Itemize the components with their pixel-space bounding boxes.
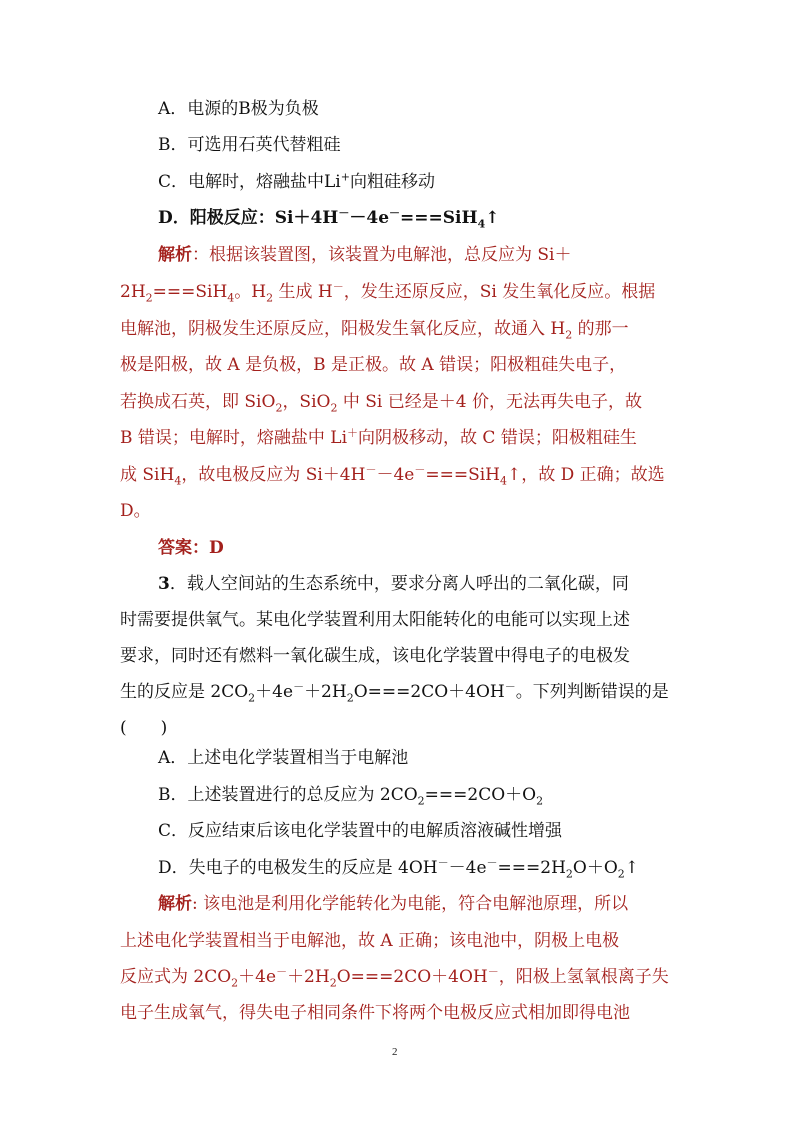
subscript: 2 [536,794,544,808]
question3-line2 [120,609,630,631]
superscript: － [504,680,516,694]
superscript: － [487,965,499,979]
text: O===2CO＋4OH [353,682,505,702]
subscript: 2 [248,691,256,705]
option-d-text-mid: －4e [349,208,390,228]
text: 2H [120,282,146,302]
q3-option-c [158,820,562,842]
text: ＋2H [304,682,347,702]
text: 若换成石英，即 SiO [120,392,276,412]
text: 向阴极移动，故 C 错误；阳极粗硅生 [358,428,637,448]
subscript: 2 [417,794,425,808]
analysis-q2-line8 [120,500,151,522]
text: 成 SiH [120,465,175,485]
text: 生成 H [273,282,333,302]
option-c-text: C．电解时，熔融盐中Li [158,172,341,192]
subscript: 2 [330,401,338,415]
subscript: 4 [174,474,182,488]
superscript: － [276,965,288,979]
subscript: 4 [227,291,235,305]
option-d [158,207,499,229]
text: －4e [448,858,487,878]
text: 生的反应是 2CO [120,682,249,702]
text: －4e [376,465,415,485]
text: B 错误；电解时，熔融盐中 Li [120,428,348,448]
text: B．上述装置进行的总反应为 2CO [158,785,418,805]
text: ．载人空间站的生态系统中，要求分离人呼出的二氧化碳，同 [169,574,629,594]
answer-q2 [158,537,224,559]
subscript: 2 [275,401,283,415]
text: D。 [120,501,151,521]
text: 电解池，阴极发生还原反应，阳极发生氧化反应，故通入 H [120,319,566,339]
text: 极是阳极，故 A 是负极，B 是正极。故 A 错误；阳极粗硅失电子， [120,355,627,375]
text: ，阳极上氢氧根离子失 [498,967,669,987]
text: 上述电化学装置相当于电解池，故 A 正确；该电池中，阴极上电极 [120,931,620,951]
superscript: － [332,280,344,294]
text: 的那一 [572,319,629,339]
analysis-q2-line7 [120,464,665,486]
subscript: 2 [617,867,625,881]
option-c [158,171,435,193]
superscript: － [338,206,350,220]
analysis-q2-line2 [120,281,655,303]
colon: ： [192,245,209,265]
text: 中 Si 已经是＋4 价，无法再失电子，故 [337,392,642,412]
superscript: － [389,206,401,220]
analysis-text: 根据该装置图，该装置为电解池，总反应为 Si＋ [209,245,572,265]
text: ↑，故 D 正确；故选 [506,465,665,485]
subscript: 2 [329,976,337,990]
option-c-text-end: 向粗硅移动 [349,172,435,192]
analysis-q2-line6 [120,427,637,449]
analysis-q2-line4 [120,354,626,376]
subscript: 4 [477,217,486,231]
analysis-q3-line3 [120,966,669,988]
analysis-q3-line4 [120,1002,630,1024]
text: ，发生还原反应，Si 发生氧化反应。根据 [343,282,656,302]
text: ===2CO＋O [424,785,537,805]
arrow: ↑ [485,208,500,228]
subscript: 2 [231,976,239,990]
superscript: － [414,463,426,477]
question-number: 3 [158,574,170,594]
text: 反应式为 2CO [120,967,232,987]
superscript: － [486,856,498,870]
q3-option-b [158,784,543,806]
subscript: 2 [565,867,573,881]
q3-option-a [158,747,408,769]
analysis-label: 解析 [158,894,192,914]
text: O＋O [572,858,618,878]
analysis-q3-line2 [120,930,619,952]
text: O===2CO＋4OH [336,967,488,987]
subscript: 2 [266,291,274,305]
superscript: － [365,463,377,477]
subscript: 2 [145,291,153,305]
question3-line3 [120,645,630,667]
q3-option-d [158,857,639,879]
superscript: ＋ [347,426,359,440]
analysis-text: 该电池是利用化学能转化为电能，符合电解池原理，所以 [197,894,629,914]
answer-label: 答案 [158,538,192,558]
analysis-q2-line3 [120,318,629,340]
text: 时需要提供氧气。某电化学装置利用太阳能转化的电能可以实现上述 [120,610,630,630]
question3-line1 [158,573,629,595]
colon: : [192,894,198,914]
page-number: 2 [392,1046,398,1058]
option-b [158,134,341,156]
subscript: 2 [346,691,354,705]
text: ===SiH [152,282,228,302]
analysis-label: 解析 [158,245,192,265]
answer-value: ：D [192,538,224,558]
superscript: － [437,856,449,870]
text: ，SiO [282,392,331,412]
analysis-q2-line5 [120,391,642,413]
question3-line5 [120,717,167,739]
arrow: ↑ [624,858,640,878]
option-d-text-eq: ===SiH [400,208,478,228]
text: ===2H [497,858,566,878]
option-a [158,98,319,120]
question3-line4 [120,681,669,703]
text: ，故电极反应为 Si＋4H [181,465,366,485]
text: ＋4e [238,967,277,987]
option-a-text: A．电源的B极为负极 [158,99,319,119]
answer-blank: ( ) [120,718,168,738]
text: ===SiH [425,465,500,485]
text: ＋4e [255,682,294,702]
text: 。下列判断错误的是 [515,682,669,702]
option-a-text: A．上述电化学装置相当于电解池 [158,748,409,768]
text: 。H [234,282,267,302]
text: 要求，同时还有燃料一氧化碳生成，该电化学装置中得电子的电极发 [120,646,630,666]
text: ＋2H [287,967,330,987]
text: D．失电子的电极发生的反应是 4OH [158,858,438,878]
superscript: + [340,170,350,184]
text: 电子生成氧气，得失电子相同条件下将两个电极反应式相加即得电池 [120,1003,630,1023]
subscript: 4 [499,474,507,488]
option-d-text: D．阳极反应：Si＋4H [158,208,339,228]
analysis-q2-line1 [158,244,572,266]
option-b-text: B．可选用石英代替粗硅 [158,135,341,155]
analysis-q3-line1 [158,893,628,915]
option-c-text: C．反应结束后该电化学装置中的电解质溶液碱性增强 [158,821,563,841]
subscript: 2 [565,328,573,342]
superscript: － [293,680,305,694]
